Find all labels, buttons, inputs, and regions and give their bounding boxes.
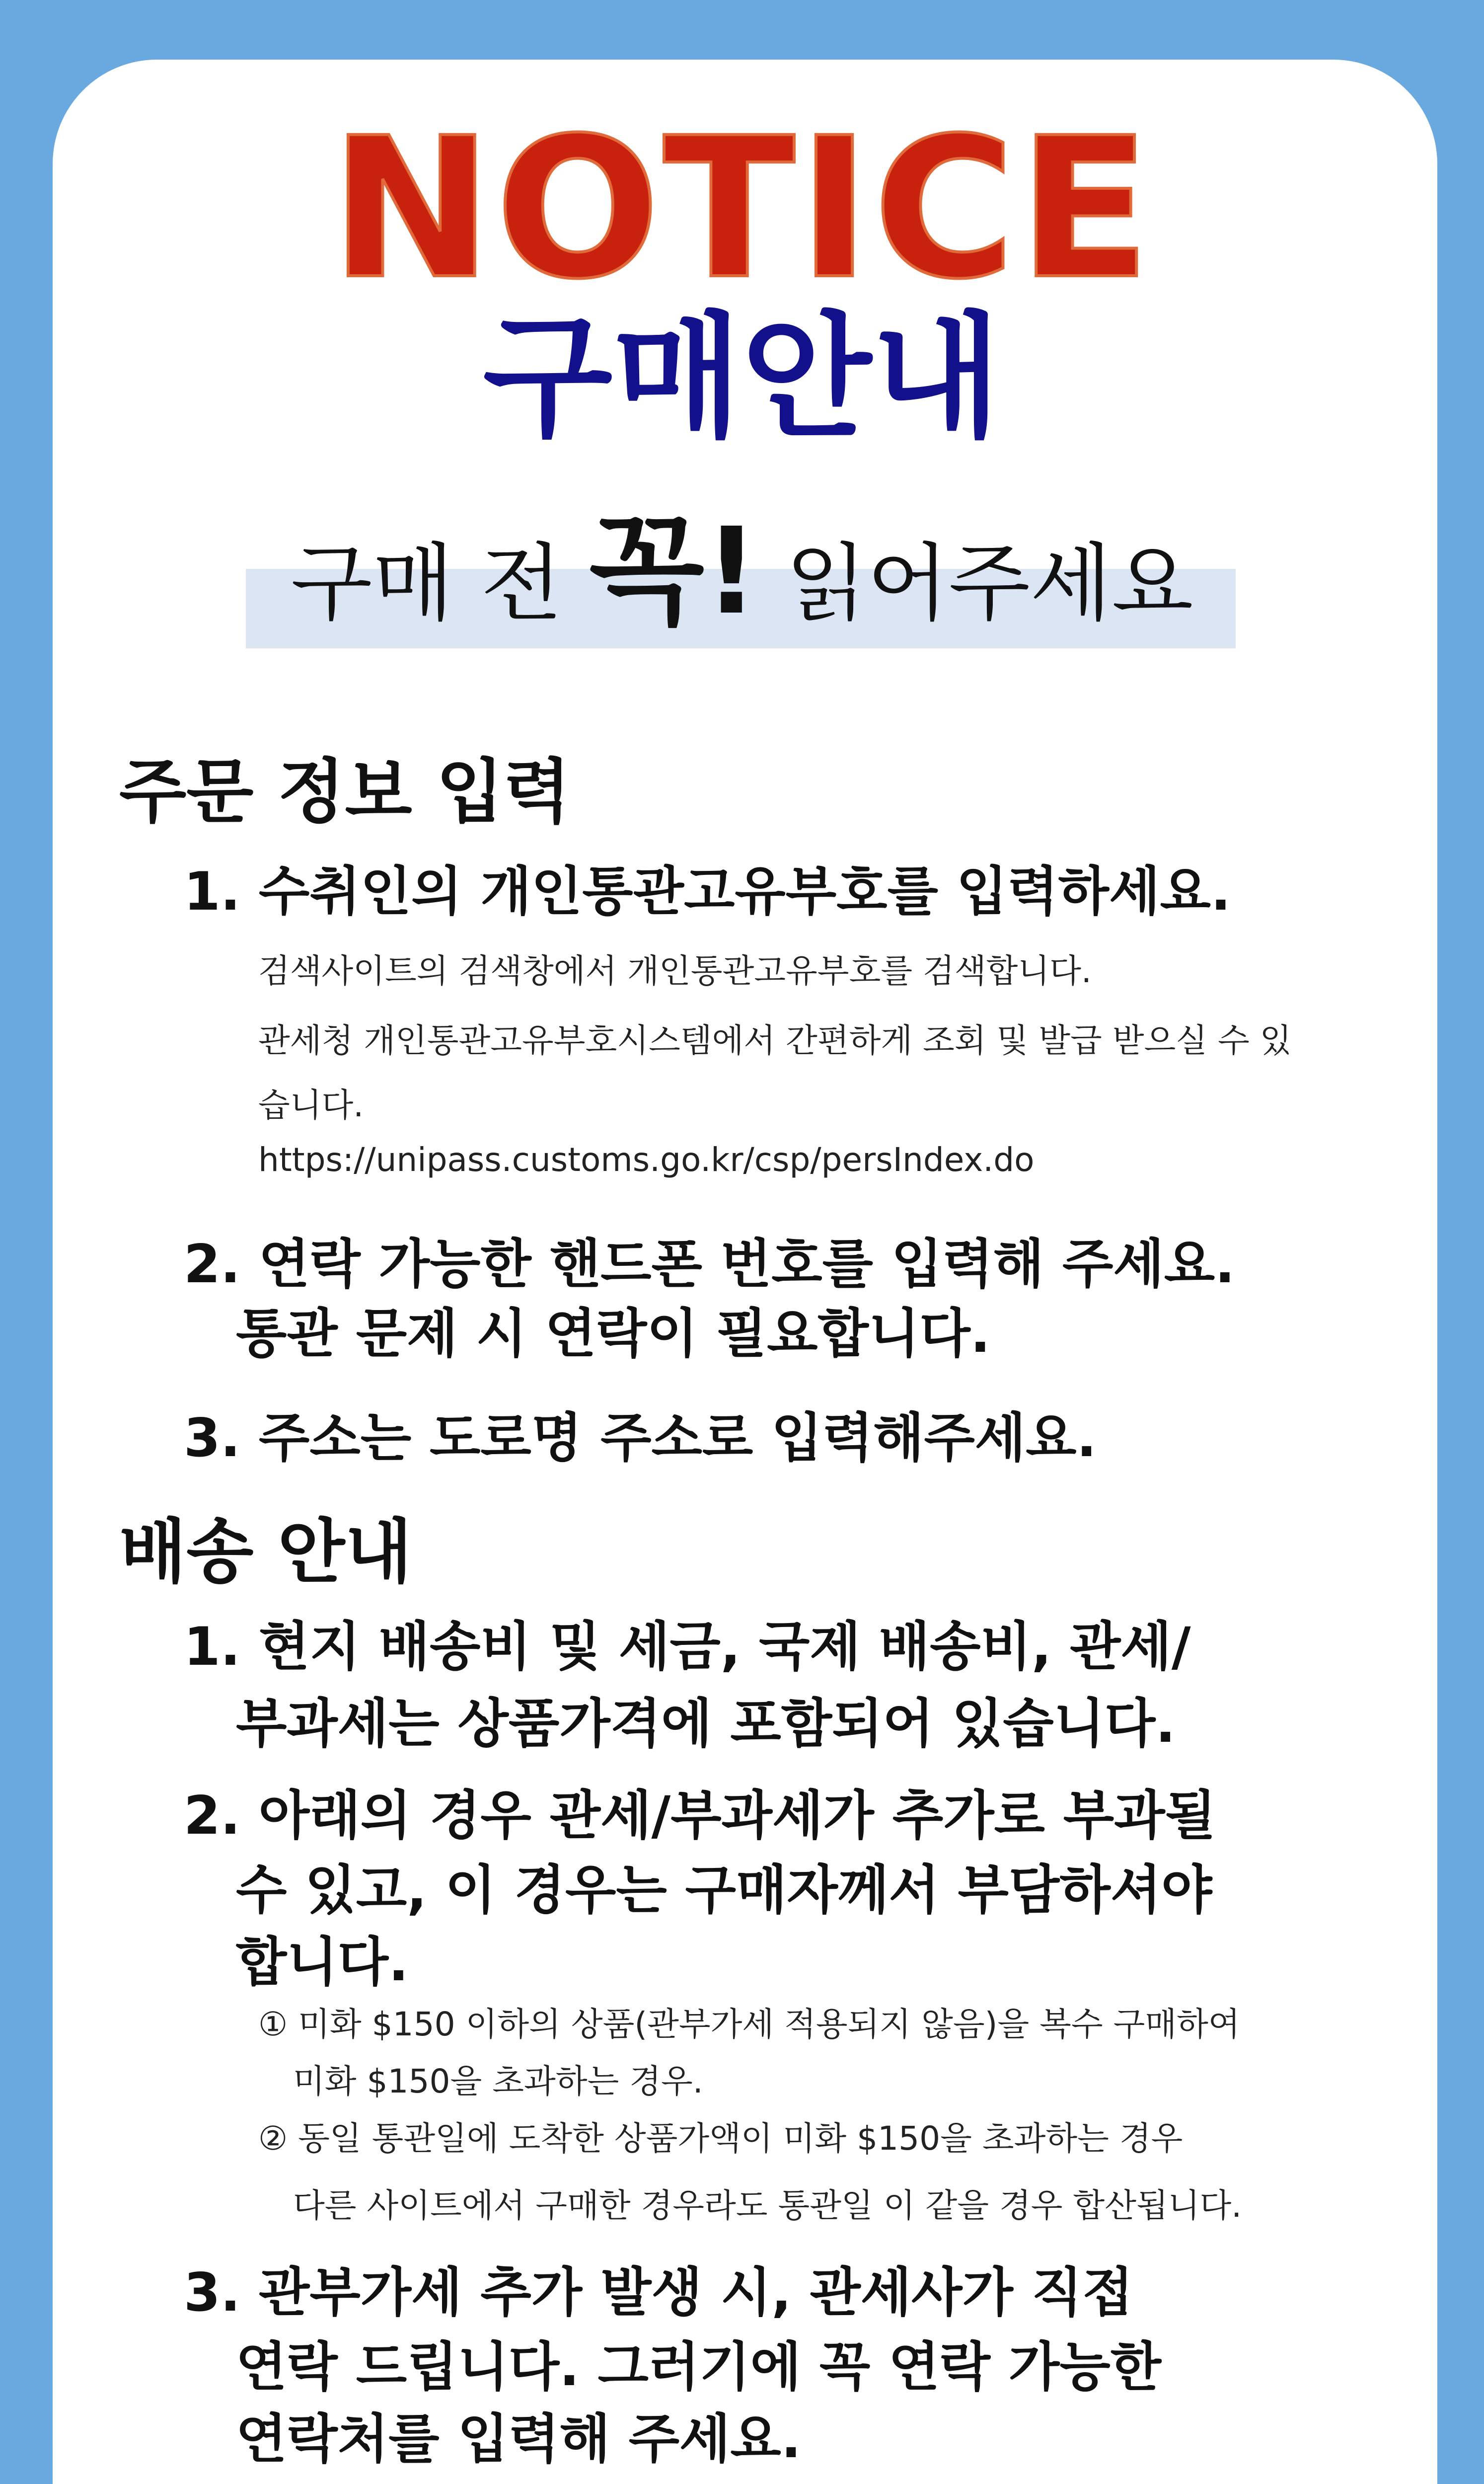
shipping-item-2-line-2: 수 있고, 이 경우는 구매자께서 부담하셔야 <box>236 1860 1212 1921</box>
shipping-item-2-line-3: 합니다. <box>236 1932 409 1993</box>
page-title: 구매안내 <box>483 299 1001 456</box>
shipping-note-3: ② 동일 통관일에 도착한 상품가액이 미화 $150을 초과하는 경우 <box>258 2119 1183 2158</box>
order-heading: 주문 정보 입력 <box>119 752 571 833</box>
shipping-note-2: 미화 $150을 초과하는 경우. <box>293 2062 703 2100</box>
shipping-item-3-line-3: 연락처를 입력해 주세요. <box>236 2408 802 2470</box>
order-item-3: 3. 주소는 도로명 주소로 입력해주세요. <box>184 1407 1097 1469</box>
order-item-1: 1. 수취인의 개인통관고유부호를 입력하세요. <box>184 861 1231 922</box>
notice-title: NOTICE <box>330 96 1154 321</box>
unipass-link[interactable]: https://unipass.customs.go.kr/csp/persIndex.do <box>258 1141 1035 1179</box>
order-item-2-line-1: 2. 연락 가능한 핸드폰 번호를 입력해 주세요. <box>184 1234 1235 1295</box>
subtitle-emphasis: 꼭! <box>589 502 759 641</box>
subtitle <box>0 502 1484 643</box>
shipping-item-3-line-2: 연락 드립니다. 그러기에 꼭 연락 가능한 <box>236 2336 1162 2398</box>
shipping-item-2-line-1: 2. 아래의 경우 관세/부과세가 추가로 부과될 <box>184 1785 1216 1846</box>
shipping-heading: 배송 안내 <box>119 1512 412 1593</box>
order-item-1-note-2: 관세청 개인통관고유부호시스템에서 간편하게 조회 및 발급 받으실 수 있 <box>258 1021 1292 1060</box>
shipping-item-3-line-1: 3. 관부가세 추가 발생 시, 관세사가 직접 <box>184 2262 1133 2323</box>
order-item-1-note-1: 검색사이트의 검색창에서 개인통관고유부호를 검색합니다. <box>258 952 1092 990</box>
shipping-item-1-line-1: 1. 현지 배송비 및 세금, 국제 배송비, 관세/ <box>184 1616 1191 1677</box>
shipping-item-1-line-2: 부과세는 상품가격에 포함되어 있습니다. <box>236 1693 1176 1754</box>
shipping-note-1: ① 미화 $150 이하의 상품(관부가세 적용되지 않음)을 복수 구매하여 <box>258 2005 1240 2043</box>
order-item-2-line-2: 통관 문제 시 연락이 필요합니다. <box>236 1303 991 1364</box>
subtitle-pre: 구매 전 <box>291 535 563 633</box>
shipping-note-4: 다른 사이트에서 구매한 경우라도 통관일 이 같을 경우 합산됩니다. <box>293 2186 1242 2225</box>
subtitle-post: 읽어주세요 <box>785 535 1193 633</box>
order-item-1-note-3: 습니다. <box>258 1086 364 1124</box>
